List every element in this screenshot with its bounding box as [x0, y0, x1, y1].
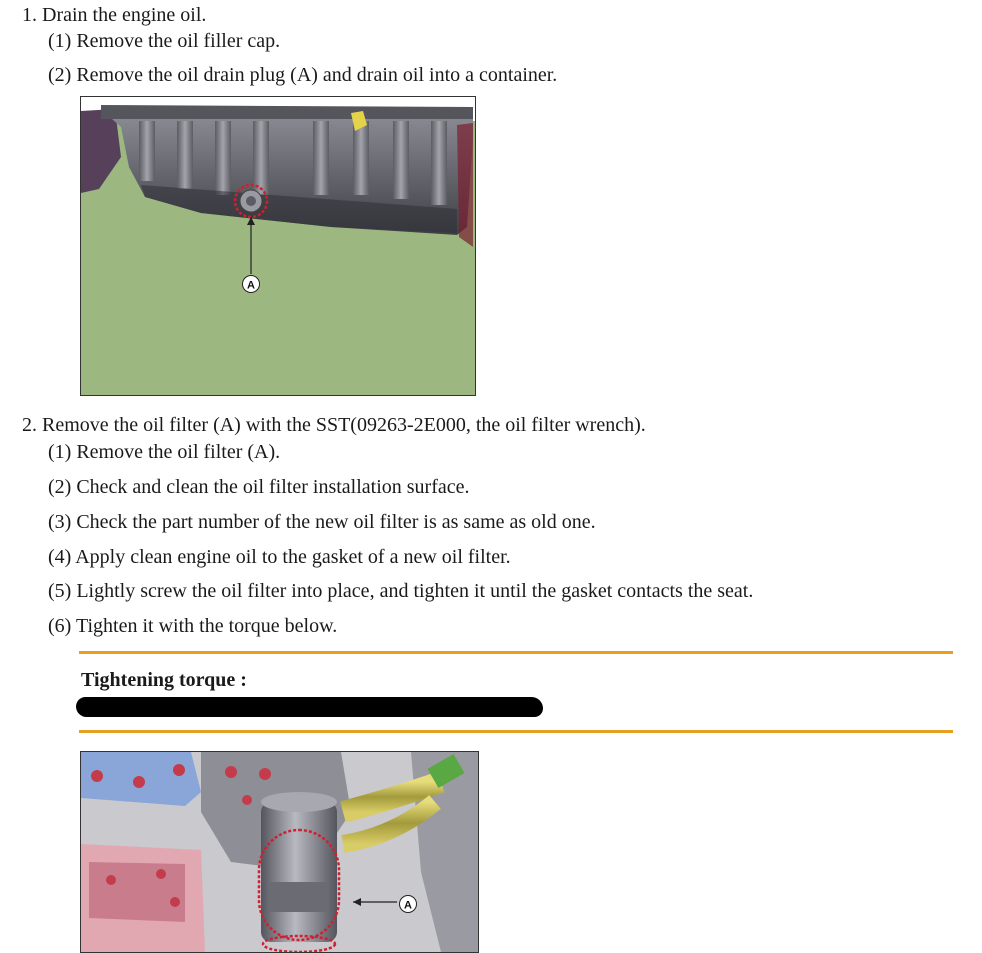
figure2-callout-label: A	[404, 899, 412, 912]
step-2-substep-5: (5) Lightly screw the oil filter into place, and tighten it until the gasket contacts the seat.	[48, 580, 754, 602]
step-2-substep-2: (2) Check and clean the oil filter installation surface.	[48, 476, 470, 498]
oil-pan-illustration	[81, 97, 475, 395]
torque-label: Tightening torque :	[81, 669, 247, 691]
step-1-substep-2: (2) Remove the oil drain plug (A) and drain oil into a container.	[48, 64, 558, 86]
step-2-substep-3: (3) Check the part number of the new oil filter is as same as old one.	[48, 511, 596, 533]
figure1-callout-label: A	[247, 279, 255, 292]
step-2-substep-6: (6) Tighten it with the torque below.	[48, 615, 338, 637]
step-1-substep-1: (1) Remove the oil filler cap.	[48, 30, 281, 52]
torque-top-rule	[79, 651, 953, 654]
redaction-mark	[76, 697, 543, 717]
step-2-substep-4: (4) Apply clean engine oil to the gasket of a new oil filter.	[48, 546, 511, 568]
step-2-substep-1: (1) Remove the oil filter (A).	[48, 441, 281, 463]
oil-drain-plug-figure	[80, 96, 476, 396]
torque-bottom-rule	[79, 730, 953, 733]
oil-filter-illustration	[81, 752, 478, 952]
step-1-heading: 1. Drain the engine oil.	[22, 4, 207, 26]
step-2-heading: 2. Remove the oil filter (A) with the SST(09263-2E000, the oil filter wrench).	[22, 414, 646, 436]
oil-filter-figure	[80, 751, 479, 953]
